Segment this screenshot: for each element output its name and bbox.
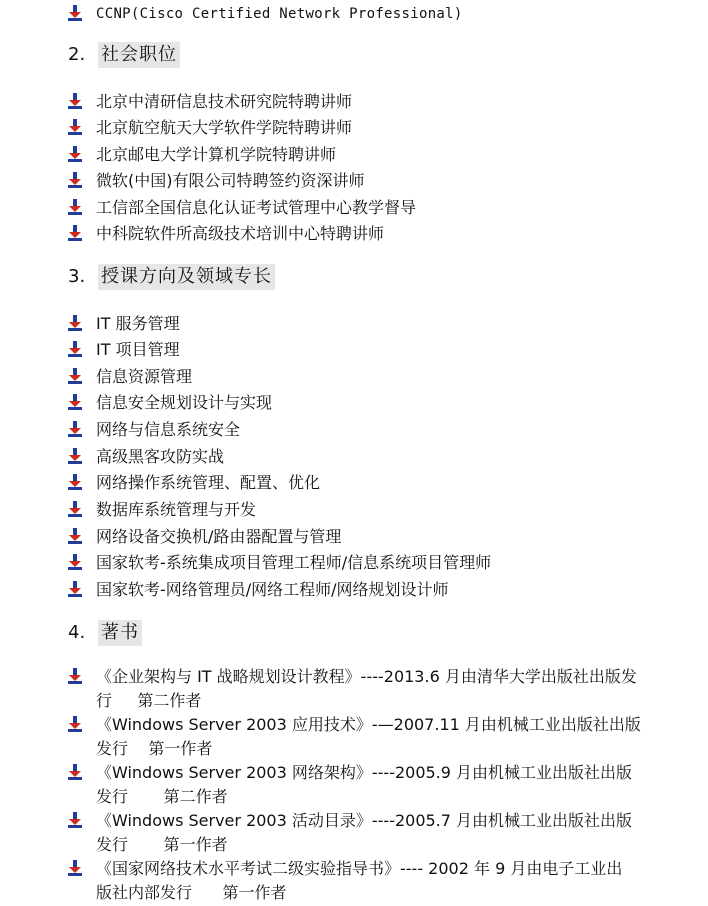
download-arrow-bullet-icon (68, 199, 82, 215)
list-item-text: IT 服务管理 (96, 314, 180, 333)
list-item-text: 北京中清研信息技术研究院特聘讲师 (96, 92, 353, 111)
download-arrow-bullet-icon (68, 474, 82, 490)
book-line-2: 发行 第二作者 (96, 787, 228, 806)
download-arrow-bullet-icon (68, 146, 82, 162)
list-item-text: CCNP(Cisco Certified Network Professional) (96, 6, 463, 22)
list-item-text: 国家软考-网络管理员/网络工程师/网络规划设计师 (96, 580, 449, 599)
list-item-text: 国家软考-系统集成项目管理工程师/信息系统项目管理师 (96, 553, 492, 572)
download-arrow-bullet-icon (68, 860, 82, 876)
book-line-1: 《Windows Server 2003 活动目录》----2005.7 月由机械工业出版社出版 (96, 811, 633, 830)
list-item-text: 高级黑客攻防实战 (96, 447, 225, 466)
list-item-text: 信息安全规划设计与实现 (96, 393, 273, 412)
download-arrow-bullet-icon (68, 501, 82, 517)
book-line-1: 《Windows Server 2003 网络架构》----2005.9 月由机械工业出版社出版 (96, 763, 633, 782)
section-title: 著书 (98, 620, 142, 646)
list-item-text: 北京邮电大学计算机学院特聘讲师 (96, 145, 337, 164)
download-arrow-bullet-icon (68, 172, 82, 188)
download-arrow-bullet-icon (68, 716, 82, 732)
book-line-1: 《企业架构与 IT 战略规划设计教程》----2013.6 月由清华大学出版社出版发 (96, 667, 637, 686)
section-number: 3. (68, 266, 86, 287)
list-item-text: 工信部全国信息化认证考试管理中心教学督导 (96, 198, 417, 217)
download-arrow-bullet-icon (68, 668, 82, 684)
book-line-2: 发行 第一作者 (96, 835, 228, 854)
download-arrow-bullet-icon (68, 812, 82, 828)
list-item-text: IT 项目管理 (96, 340, 180, 359)
list-item-text: 数据库系统管理与开发 (96, 500, 257, 519)
download-arrow-bullet-icon (68, 554, 82, 570)
download-arrow-bullet-icon (68, 581, 82, 597)
section-number: 2. (68, 44, 86, 65)
download-arrow-bullet-icon (68, 5, 82, 21)
section-title: 社会职位 (98, 42, 180, 68)
book-line-1: 《Windows Server 2003 应用技术》-—2007.11 月由机械工业出版社出版 (96, 715, 641, 734)
download-arrow-bullet-icon (68, 528, 82, 544)
book-line-2: 行 第二作者 (96, 691, 202, 710)
download-arrow-bullet-icon (68, 119, 82, 135)
book-line-2: 版社内部发行 第一作者 (96, 883, 287, 902)
download-arrow-bullet-icon (68, 764, 82, 780)
download-arrow-bullet-icon (68, 341, 82, 357)
download-arrow-bullet-icon (68, 93, 82, 109)
download-arrow-bullet-icon (68, 225, 82, 241)
book-line-1: 《国家网络技术水平考试二级实验指导书》---- 2002 年 9 月由电子工业出 (96, 859, 623, 878)
download-arrow-bullet-icon (68, 368, 82, 384)
list-item-text: 网络设备交换机/路由器配置与管理 (96, 527, 342, 546)
list-item-text: 网络操作系统管理、配置、优化 (96, 473, 321, 492)
download-arrow-bullet-icon (68, 421, 82, 437)
list-item-text: 北京航空航天大学软件学院特聘讲师 (96, 118, 353, 137)
list-item-text: 中科院软件所高级技术培训中心特聘讲师 (96, 224, 385, 243)
download-arrow-bullet-icon (68, 394, 82, 410)
section-number: 4. (68, 622, 86, 643)
download-arrow-bullet-icon (68, 315, 82, 331)
section-title: 授课方向及领域专长 (98, 264, 275, 290)
book-line-2: 发行 第一作者 (96, 739, 213, 758)
list-item-text: 信息资源管理 (96, 367, 193, 386)
list-item-text: 网络与信息系统安全 (96, 420, 241, 439)
list-item-text: 微软(中国)有限公司特聘签约资深讲师 (96, 171, 365, 190)
download-arrow-bullet-icon (68, 448, 82, 464)
